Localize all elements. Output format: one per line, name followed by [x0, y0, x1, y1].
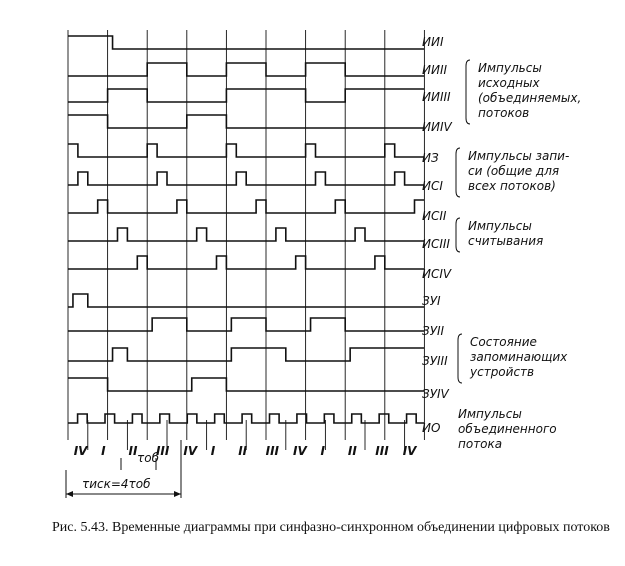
figure-caption: Рис. 5.43. Временные диаграммы при синфазно-синхронном объединении цифровых потоков	[52, 520, 610, 535]
group-label-line: устройств	[470, 365, 535, 379]
waveform-1	[68, 36, 424, 49]
channel-tick-label: I	[101, 444, 106, 458]
channel-tick-label: IV	[183, 444, 198, 458]
channel-tick-label: IV	[402, 444, 417, 458]
channel-sequence-axis	[74, 444, 418, 458]
group-brace	[458, 334, 462, 383]
group-brace	[456, 218, 460, 252]
channel-tick-label: II	[238, 444, 248, 458]
waveforms	[68, 36, 424, 423]
signal-label: ИИIV	[422, 120, 452, 134]
signal-label: ИИII	[422, 63, 448, 77]
waveform-13	[68, 378, 424, 391]
waveform-3	[68, 89, 424, 102]
waveform-5	[68, 144, 424, 157]
waveform-6	[68, 172, 424, 185]
period-arrow-left-head	[66, 491, 73, 497]
channel-tick-label: III	[265, 444, 280, 458]
signal-label: ИИI	[422, 35, 444, 49]
channel-tick-label: II	[128, 444, 138, 458]
group-label-line: всех потоков)	[468, 179, 556, 193]
signal-label: ЗУII	[422, 324, 445, 338]
group-brace	[466, 60, 470, 124]
group-label-line: Состояние	[470, 335, 537, 349]
signal-label: ИЗ	[422, 151, 439, 165]
group-label-line: запоминающих	[470, 350, 568, 364]
channel-tick-label: III	[155, 444, 170, 458]
group-label-line: потока	[458, 437, 503, 451]
channel-tick-label: II	[347, 444, 357, 458]
waveform-11	[68, 318, 424, 331]
signal-label: ИСI	[422, 179, 443, 193]
group-label-line: исходных	[478, 76, 540, 90]
signal-label: ЗУI	[422, 294, 441, 308]
channel-tick-label: III	[375, 444, 389, 458]
period-label: τиск=4τоб	[82, 477, 151, 491]
signal-label: ЗУIII	[422, 354, 448, 368]
channel-tick-label: IV	[73, 444, 88, 458]
group-label-line: Импульсы	[468, 219, 532, 233]
group-brace	[456, 148, 460, 197]
group-label-line: Импульсы	[458, 407, 522, 421]
signal-labels	[422, 35, 452, 435]
signal-label: ИО	[422, 421, 441, 435]
signal-label: ЗУIV	[422, 387, 449, 401]
waveform-7	[68, 200, 424, 213]
group-label-line: Импульсы запи-	[468, 149, 570, 163]
group-label-line: потоков	[478, 106, 530, 120]
waveform-8	[68, 228, 424, 241]
waveform-12	[68, 348, 424, 361]
waveform-10	[68, 294, 424, 307]
signal-label: ИСIV	[422, 267, 452, 281]
group-label-line: считывания	[468, 234, 544, 248]
waveform-2	[68, 63, 424, 76]
waveform-9	[68, 256, 424, 269]
group-label-line: си (общие для	[468, 164, 560, 178]
channel-tick-label: I	[320, 444, 325, 458]
time-grid	[68, 30, 424, 450]
waveform-4	[68, 115, 424, 128]
group-label-line: (объединяемых,	[478, 91, 582, 105]
group-descriptions	[456, 60, 581, 451]
period-arrow-right-head	[174, 491, 181, 497]
tau-ob-label: τоб	[137, 451, 159, 465]
signal-label: ИСIII	[422, 237, 450, 251]
group-label-line: объединенного	[458, 422, 557, 436]
group-label-line: Импульсы	[478, 61, 542, 75]
channel-tick-label: I	[210, 444, 216, 458]
channel-tick-label: IV	[293, 444, 307, 458]
signal-label: ИИIII	[422, 90, 451, 104]
signal-label: ИСII	[422, 209, 447, 223]
